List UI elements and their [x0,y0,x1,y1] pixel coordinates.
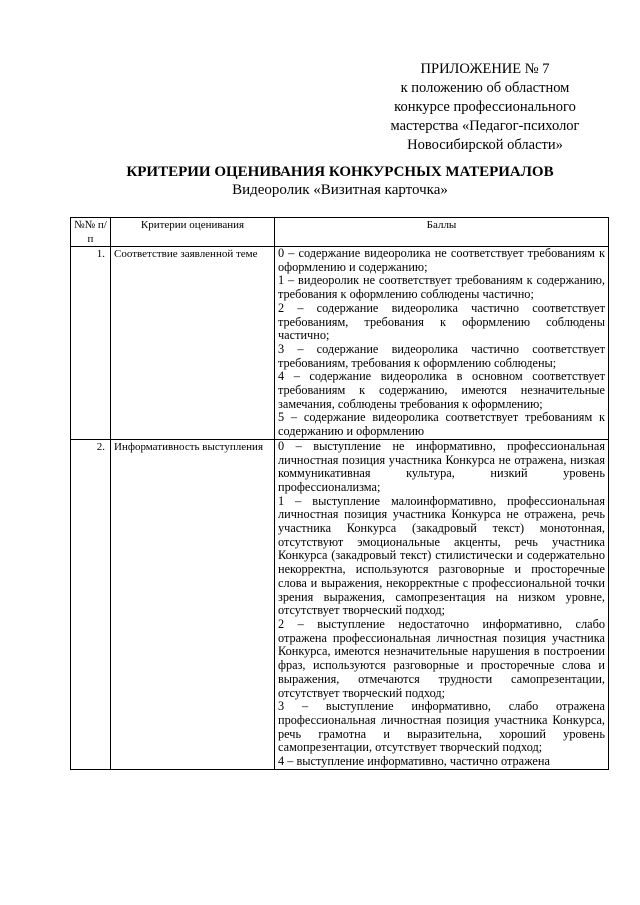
score-item: 0 – выступление не информативно, профессиональная личностная позиция участника Конкурса не отражена, низкая коммуникативная культура, низкий уровень профессионализма; [278,438,605,494]
score-item: 4 – содержание видеоролика в основном соответствует требованиям к содержанию, имеются незначительные замечания, соблюдены требования к оформлению; [278,369,605,411]
appendix-line: ПРИЛОЖЕНИЕ № 7 [420,61,550,77]
appendix-header [380,60,590,155]
appendix-line: конкурсе профессионального [394,99,576,115]
row-scores [275,439,609,769]
score-item: 1 – видеоролик не соответствует требованиям к содержанию, требования к оформлению соблюдены частично; [278,273,605,302]
document-subtitle: Видеоролик «Визитная карточка» [232,182,448,198]
row-number: 1. [71,247,111,440]
row-scores [275,247,609,440]
criteria-table [70,217,609,770]
score-item: 2 – содержание видеоролика частично соответствует требованиям, требования к оформлению соблюдены частично; [278,300,605,343]
score-item: 3 – выступление информативно, слабо отражена профессиональная личностная позиция участника Конкурса, речь грамотна и выразительна, хороший уровень самопрезентации, отсутствует творческий подход; [278,699,605,755]
row-criterion: Информативность выступления [111,439,275,769]
score-item: 2 – выступление недостаточно информативно, слабо отражена профессиональная личностная позиция участника Конкурса, имеются незначительные нарушения в построении фраз, используются разговорные и просторечные слова и выражения, отмечаются трудности самопрезентации, отсутствует творческий подход; [278,616,605,700]
appendix-line: мастерства «Педагог-психолог [390,118,580,134]
score-item: 4 – выступление информативно, частично отражена [278,754,550,769]
appendix-line: к положению об областном [400,80,570,96]
appendix-line: Новосибирской области» [407,137,563,153]
table-row [71,439,609,769]
table-row [71,247,609,440]
score-item: 0 – содержание видеоролика не соответствует требованиям к оформлению и содержанию; [278,246,605,274]
document-title: КРИТЕРИИ ОЦЕНИВАНИЯ КОНКУРСНЫХ МАТЕРИАЛОВ [126,164,554,180]
header-number: №№ п/п [71,218,111,247]
score-item: 1 – выступление малоинформативно, профессиональная личностная позиция участника Конкурса не отражена, речь участника Конкурса (закадровый текст) монотонная, отсутствуют эмоциональные акценты, речь участника Конкурса (закадровый текст) стилистически и содержательно некорректна, используются разговорные и просторечные слова и выражения, некорректные с профессиональной точки зрения выражения, самопрезентация на низком уровне, отсутствует творческий подход; [278,493,605,618]
header-criterion: Критерии оценивания [111,218,275,247]
row-criterion: Соответствие заявленной теме [111,247,275,440]
score-item: 5 – содержание видеоролика соответствует требованиям к содержанию и оформлению [278,410,605,439]
score-item: 3 – содержание видеоролика частично соответствует требованиям, требования к оформлению соблюдены; [278,341,605,370]
header-scores: Баллы [275,218,609,247]
row-number: 2. [71,439,111,769]
table-header-row [71,218,609,247]
